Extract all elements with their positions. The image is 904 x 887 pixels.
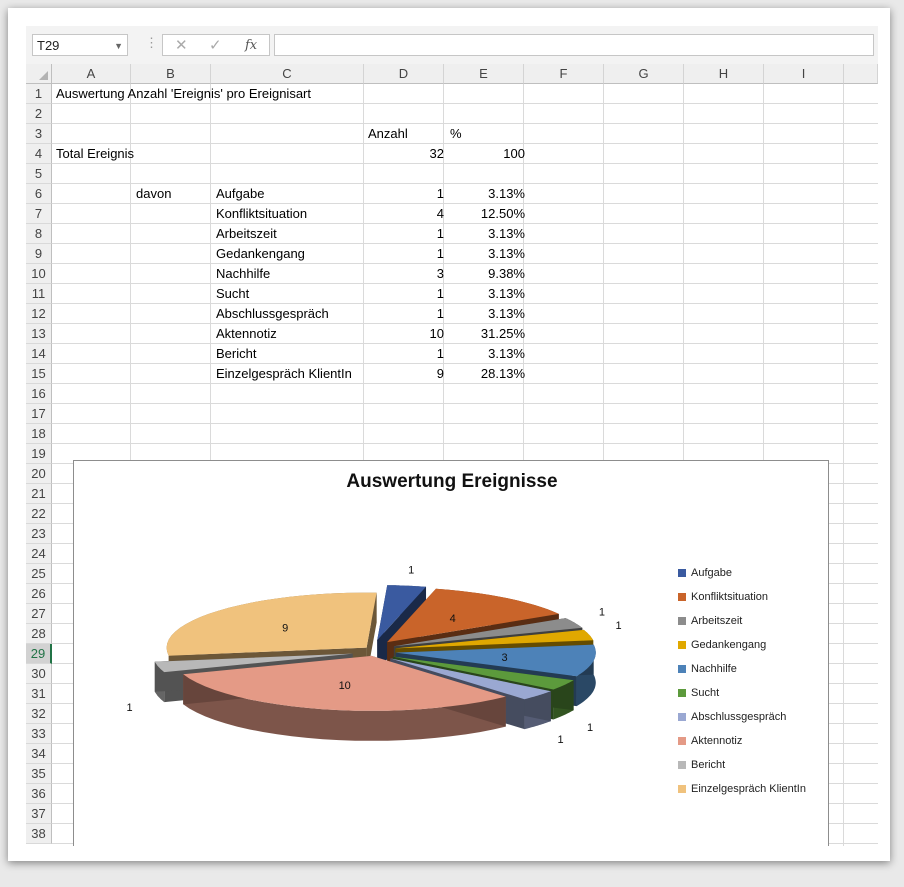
screenshot-frame [8, 8, 890, 861]
legend-item[interactable] [678, 777, 806, 801]
legend-item[interactable] [678, 561, 806, 585]
row-header-38[interactable]: 38 [26, 824, 52, 844]
item-percent[interactable]: 3.13% [488, 286, 525, 301]
item-count[interactable]: 1 [436, 346, 444, 361]
column-header-f[interactable]: F [524, 64, 604, 84]
legend-label: Aktennotiz [691, 735, 743, 747]
row-header-7[interactable]: 7 [26, 204, 52, 224]
item-percent[interactable]: 3.13% [488, 346, 525, 361]
legend-item[interactable] [678, 633, 806, 657]
item-percent[interactable]: 12.50% [480, 206, 525, 221]
row-header-25[interactable]: 25 [26, 564, 52, 584]
pie-plot [74, 461, 674, 846]
data-label: 1 [615, 620, 622, 632]
item-label[interactable]: Einzelgespräch KlientIn [216, 366, 352, 381]
legend-swatch [678, 737, 686, 745]
row-header-20[interactable]: 20 [26, 464, 52, 484]
grid-hline [52, 423, 878, 424]
grid-vline [843, 84, 844, 846]
legend-swatch [678, 593, 686, 601]
item-label[interactable]: Aktennotiz [216, 326, 277, 341]
item-percent[interactable]: 3.13% [488, 186, 525, 201]
column-header-d[interactable]: D [364, 64, 444, 84]
select-all-corner[interactable] [26, 64, 52, 84]
legend-label: Arbeitszeit [691, 615, 743, 627]
row-header-30[interactable]: 30 [26, 664, 52, 684]
legend-label: Bericht [691, 759, 726, 771]
column-header-i[interactable]: I [764, 64, 844, 84]
item-count[interactable]: 1 [436, 186, 444, 201]
column-header-g[interactable]: G [604, 64, 684, 84]
row-header-11[interactable]: 11 [26, 284, 52, 304]
column-header-b[interactable]: B [131, 64, 211, 84]
formula-input[interactable] [274, 34, 874, 56]
legend-swatch [678, 785, 686, 793]
row-header-18[interactable]: 18 [26, 424, 52, 444]
pie-slice[interactable] [167, 593, 377, 656]
row-header-33[interactable]: 33 [26, 724, 52, 744]
data-label: 1 [598, 606, 605, 619]
row-header-22[interactable]: 22 [26, 504, 52, 524]
item-percent[interactable]: 3.13% [488, 226, 525, 241]
item-count[interactable]: 1 [436, 226, 444, 241]
row-header-5[interactable]: 5 [26, 164, 52, 184]
item-percent[interactable]: 9.38% [488, 266, 525, 281]
separator-dots-icon: ⋮ [145, 35, 158, 50]
grid-hline [52, 403, 878, 404]
row-header-16[interactable]: 16 [26, 384, 52, 404]
data-label: 10 [338, 680, 351, 693]
column-header-c[interactable]: C [211, 64, 364, 84]
legend-swatch [678, 617, 686, 625]
column-header-h[interactable]: H [684, 64, 764, 84]
item-label[interactable]: Gedankengang [216, 246, 305, 261]
row-header-32[interactable]: 32 [26, 704, 52, 724]
legend-swatch [678, 713, 686, 721]
title-cell[interactable]: Auswertung Anzahl 'Ereignis' pro Ereignisart [56, 86, 311, 101]
legend-item[interactable] [678, 609, 806, 633]
check-icon[interactable]: ✓ [209, 37, 222, 54]
row-header-13[interactable]: 13 [26, 324, 52, 344]
legend-item[interactable] [678, 729, 806, 753]
legend-label: Aufgabe [691, 567, 732, 579]
column-header-e[interactable]: E [444, 64, 524, 84]
row-header-9[interactable]: 9 [26, 244, 52, 264]
item-count[interactable]: 9 [436, 366, 444, 381]
row-header-21[interactable]: 21 [26, 484, 52, 504]
data-label: 1 [586, 722, 594, 735]
column-header-filler [844, 64, 878, 84]
item-percent[interactable]: 3.13% [488, 306, 525, 321]
item-label[interactable]: Bericht [216, 346, 257, 361]
item-label[interactable]: Arbeitszeit [216, 226, 277, 241]
column-header-a[interactable]: A [52, 64, 131, 84]
data-label: 3 [501, 652, 508, 665]
legend-item[interactable] [678, 681, 806, 705]
item-label[interactable]: Sucht [216, 286, 250, 301]
total-count[interactable]: 32 [429, 146, 444, 161]
legend-swatch [678, 665, 686, 673]
legend-label: Gedankengang [691, 639, 767, 651]
data-label: 1 [408, 564, 415, 577]
legend-item[interactable] [678, 753, 806, 777]
data-label: 1 [557, 733, 564, 746]
data-label: 1 [126, 702, 133, 714]
item-percent[interactable]: 28.13% [480, 366, 525, 381]
legend-swatch [678, 761, 686, 769]
item-count[interactable]: 1 [436, 286, 444, 301]
formula-buttons [162, 34, 270, 56]
row-header-10[interactable]: 10 [26, 264, 52, 284]
chevron-down-icon[interactable]: ▼ [114, 41, 123, 51]
name-box-value: T29 [37, 38, 60, 53]
close-icon[interactable]: ✕ [175, 37, 188, 54]
header-anzahl[interactable]: Anzahl [368, 126, 408, 141]
row-header-14[interactable]: 14 [26, 344, 52, 364]
legend-label: Einzelgespräch KlientIn [691, 783, 806, 795]
item-count[interactable]: 3 [436, 266, 444, 281]
excel-window [26, 26, 878, 846]
item-percent[interactable]: 3.13% [488, 246, 525, 261]
row-header-34[interactable]: 34 [26, 744, 52, 764]
item-count[interactable]: 1 [436, 306, 444, 321]
item-label[interactable]: Konfliktsituation [216, 206, 308, 221]
grid-hline [52, 123, 878, 124]
davon-cell[interactable]: davon [136, 186, 172, 201]
formula-bar-area [26, 26, 878, 65]
grid-hline [52, 443, 878, 444]
item-count[interactable]: 4 [436, 206, 444, 221]
legend-swatch [678, 689, 686, 697]
row-header-1[interactable]: 1 [26, 84, 52, 104]
total-percent[interactable]: 100 [503, 146, 525, 161]
row-header-29[interactable]: 29 [26, 644, 52, 664]
chart-title: Auswertung Ereignisse [346, 471, 558, 492]
pie-chart[interactable] [73, 460, 829, 846]
row-header-36[interactable]: 36 [26, 784, 52, 804]
row-header-35[interactable]: 35 [26, 764, 52, 784]
legend-swatch [678, 641, 686, 649]
name-box[interactable] [32, 34, 128, 56]
row-header-24[interactable]: 24 [26, 544, 52, 564]
item-label[interactable]: Abschlussgespräch [216, 306, 329, 321]
legend-item[interactable] [678, 585, 806, 609]
legend-label: Abschlussgespräch [691, 711, 787, 723]
item-percent[interactable]: 31.25% [480, 326, 525, 341]
row-header-17[interactable]: 17 [26, 404, 52, 424]
row-header-4[interactable]: 4 [26, 144, 52, 164]
item-count[interactable]: 10 [429, 326, 444, 341]
row-header-8[interactable]: 8 [26, 224, 52, 244]
total-label[interactable]: Total Ereignis [56, 146, 135, 161]
row-header-23[interactable]: 23 [26, 524, 52, 544]
row-header-2[interactable]: 2 [26, 104, 52, 124]
row-header-27[interactable]: 27 [26, 604, 52, 624]
header-percent[interactable]: % [450, 126, 462, 141]
row-header-19[interactable]: 19 [26, 444, 52, 464]
data-label: 9 [282, 622, 289, 635]
row-header-6[interactable]: 6 [26, 184, 52, 204]
item-label[interactable]: Aufgabe [216, 186, 265, 201]
legend-label: Sucht [691, 687, 720, 699]
row-header-3[interactable]: 3 [26, 124, 52, 144]
row-header-26[interactable]: 26 [26, 584, 52, 604]
row-header-37[interactable]: 37 [26, 804, 52, 824]
row-header-12[interactable]: 12 [26, 304, 52, 324]
legend-label: Nachhilfe [691, 663, 737, 675]
fx-icon[interactable]: fx [245, 38, 258, 53]
row-header-15[interactable]: 15 [26, 364, 52, 384]
item-label[interactable]: Nachhilfe [216, 266, 271, 281]
legend-item[interactable] [678, 657, 806, 681]
row-header-31[interactable]: 31 [26, 684, 52, 704]
legend-swatch [678, 569, 686, 577]
legend-label: Konfliktsituation [691, 591, 769, 603]
chart-legend [678, 561, 806, 801]
item-count[interactable]: 1 [436, 246, 444, 261]
data-label: 4 [449, 612, 456, 625]
row-header-28[interactable]: 28 [26, 624, 52, 644]
legend-item[interactable] [678, 705, 806, 729]
